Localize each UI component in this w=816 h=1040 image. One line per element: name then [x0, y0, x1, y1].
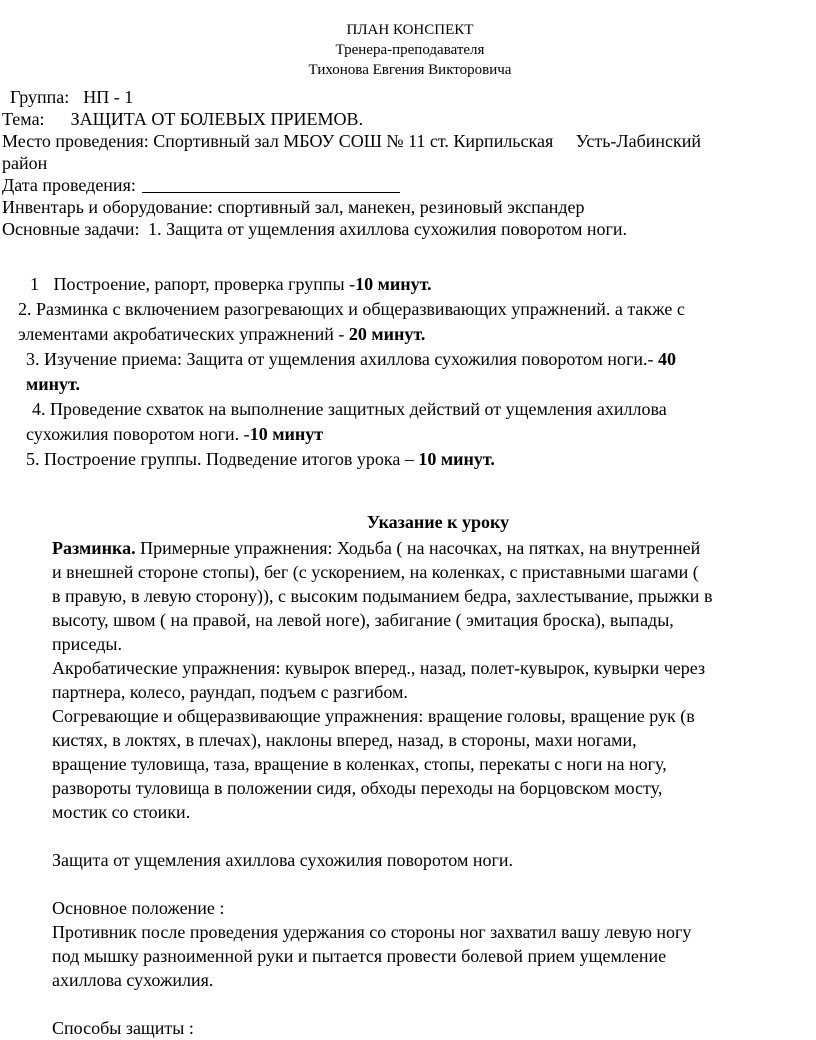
date-label: Дата проведения:: [2, 175, 136, 195]
plan-item-1-text: Построение, рапорт, проверка группы -: [53, 274, 356, 294]
general-line-3: вращение туловища, таза, вращение в коленках, стопы, перекаты с ноги на ногу,: [52, 754, 667, 774]
plan-item-3-text: 3. Изучение приема: Защита от ущемления ахиллова сухожилия поворотом ноги.-: [26, 349, 659, 369]
topic-label: Тема:: [2, 109, 45, 129]
group-label: Группа:: [10, 87, 70, 107]
plan-item-1: [2, 272, 808, 297]
general-line-1: Согревающие и общеразвивающие упражнения: вращение головы, вращение рук (в: [52, 706, 695, 726]
group-value: НП - 1: [83, 87, 134, 107]
plan-item-4: [2, 397, 808, 422]
doc-subtitle-role: Тренера-преподавателя: [335, 42, 485, 58]
document-header: [0, 20, 816, 80]
plan-item-1-time: 10 минут.: [355, 274, 432, 294]
warmup-label: Разминка.: [52, 538, 136, 558]
acro-line-1: Акробатические упражнения: кувырок вперед., назад, полет-кувырок, кувырки через: [52, 658, 706, 678]
lesson-plan: [2, 272, 808, 472]
position-line-3: ахиллова сухожилия.: [52, 970, 214, 990]
plan-item-3: [2, 347, 808, 372]
defense-title: Защита от ущемления ахиллова сухожилия поворотом ноги.: [52, 850, 513, 870]
spacer: [52, 872, 816, 896]
doc-author-name: Тихонова Евгения Викторовича: [308, 62, 512, 78]
general-line-4: развороты туловища в положении сидя, обходы переходы на борцовском мосту,: [52, 778, 663, 798]
group-line: [2, 86, 812, 108]
place-line: [2, 130, 812, 152]
warmup-line-2: и внешней стороне стопы), бег (с ускорением, на коленках, с приставными шагами (: [52, 562, 699, 582]
plan-item-2-text-b: элементами акробатических упражнений -: [18, 324, 349, 344]
date-blank-underline: [142, 176, 400, 193]
methods-title: Способы защиты :: [52, 1018, 194, 1038]
equipment-value: спортивный зал, манекен, резиновый экспандер: [217, 197, 585, 217]
topic-value: ЗАЩИТА ОТ БОЛЕВЫХ ПРИЕМОВ.: [70, 109, 364, 129]
plan-item-5-text: 5. Построение группы. Подведение итогов урока –: [26, 449, 419, 469]
doc-title: ПЛАН КОНСПЕКТ: [346, 22, 474, 38]
plan-item-4-text-a: 4. Проведение схваток на выполнение защитных действий от ущемления ахиллова: [32, 399, 667, 419]
equipment-label: Инвентарь и оборудование:: [2, 197, 214, 217]
equipment-line: [2, 196, 812, 218]
plan-item-2: [2, 297, 808, 322]
position-line-1: Противник после проведения удержания со стороны ног захватил вашу левую ногу: [52, 922, 692, 942]
tasks-value: 1. Защита от ущемления ахиллова сухожилия поворотом ноги.: [148, 219, 628, 239]
warmup-line-1: [52, 536, 816, 560]
date-line: [2, 174, 812, 196]
place-label: Место проведения:: [2, 131, 149, 151]
spacer: [52, 824, 816, 848]
position-title: Основное положение :: [52, 898, 225, 918]
plan-item-3-cont: [2, 372, 808, 397]
warmup-text-1: Примерные упражнения: Ходьба ( на насочках, на пятках, на внутренней: [135, 538, 701, 558]
plan-item-5: [2, 447, 808, 472]
warmup-line-3: в правую, в левую сторону)), с высоким подыманием бедра, захлестывание, прыжки в: [52, 586, 713, 606]
plan-item-3-time-b: минут.: [26, 374, 80, 394]
plan-item-4-time: 10 минут: [249, 424, 324, 444]
place-line-cont: район: [2, 153, 48, 173]
general-line-5: мостик со стоики.: [52, 802, 191, 822]
plan-item-2-cont: [2, 322, 808, 347]
tasks-line: [2, 218, 812, 240]
plan-item-4-cont: [2, 422, 808, 447]
plan-item-5-time: 10 минут.: [418, 449, 495, 469]
instructions-body: [52, 536, 816, 1040]
plan-item-1-number: 1: [30, 274, 39, 294]
spacer: [52, 992, 816, 1016]
plan-item-4-text-b: сухожилия поворотом ноги. -: [26, 424, 250, 444]
general-line-2: кистях, в локтях, в плечах), наклоны вперед, назад, в стороны, махи ногами,: [52, 730, 637, 750]
warmup-line-4: высоту, швом ( на правой, на левой ноге), забигание ( эмитация броска), выпады,: [52, 610, 674, 630]
warmup-line-5: приседы.: [52, 634, 122, 654]
acro-line-2: партнера, колесо, раундап, подъем с разгибом.: [52, 682, 408, 702]
position-line-2: под мышку разноименной руки и пытается провести болевой прием ущемление: [52, 946, 667, 966]
place-district: Усть-Лабинский: [575, 131, 702, 151]
instructions-title: Указание к уроку: [366, 512, 510, 532]
plan-item-3-time-a: 40: [658, 349, 677, 369]
place-value: Спортивный зал МБОУ СОШ № 11 ст. Кирпильская: [153, 131, 554, 151]
tasks-label: Основные задачи:: [2, 219, 140, 239]
plan-item-2-time: 20 минут.: [348, 324, 426, 344]
topic-line: [2, 108, 812, 130]
plan-item-2-text-a: 2. Разминка с включением разогревающих и общеразвивающих упражнений. а также с: [18, 299, 685, 319]
lesson-meta: [2, 86, 812, 240]
